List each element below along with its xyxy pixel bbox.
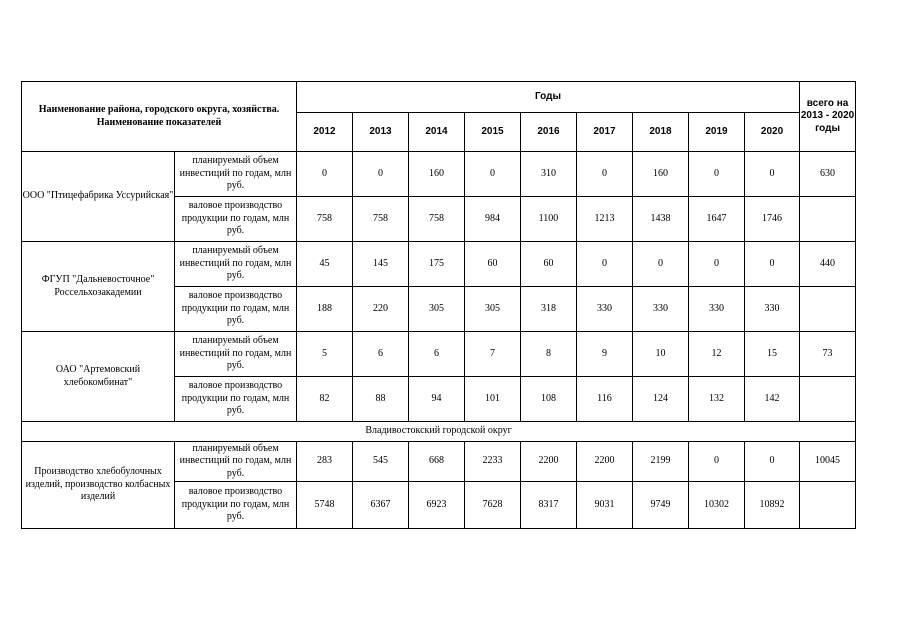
value-cell: 6 [353, 332, 409, 377]
header-year: 2017 [577, 113, 633, 152]
value-cell: 0 [745, 242, 800, 287]
section-title: Владивостокский городской округ [22, 422, 856, 442]
value-cell: 12 [689, 332, 745, 377]
value-cell: 0 [689, 442, 745, 482]
value-cell: 330 [745, 287, 800, 332]
value-cell: 2200 [577, 442, 633, 482]
header-year: 2015 [465, 113, 521, 152]
entity-name: Производство хлебобулочных изделий, производство колбасных изделий [22, 442, 175, 529]
value-cell: 188 [297, 287, 353, 332]
value-cell: 45 [297, 242, 353, 287]
indicator-label: валовое производство продукции по годам, млн руб. [175, 377, 297, 422]
value-cell: 5 [297, 332, 353, 377]
value-cell: 0 [353, 152, 409, 197]
value-cell: 330 [633, 287, 689, 332]
value-cell: 60 [465, 242, 521, 287]
value-cell: 145 [353, 242, 409, 287]
value-cell: 9031 [577, 482, 633, 529]
value-cell: 15 [745, 332, 800, 377]
value-cell: 124 [633, 377, 689, 422]
value-cell: 0 [577, 242, 633, 287]
value-cell: 7 [465, 332, 521, 377]
value-cell: 984 [465, 197, 521, 242]
value-cell: 0 [577, 152, 633, 197]
value-cell: 758 [297, 197, 353, 242]
value-cell: 220 [353, 287, 409, 332]
header-year: 2016 [521, 113, 577, 152]
value-cell: 160 [633, 152, 689, 197]
value-cell: 0 [633, 242, 689, 287]
header-years-label: Годы [297, 82, 800, 113]
value-cell: 6923 [409, 482, 465, 529]
value-cell: 0 [297, 152, 353, 197]
value-cell: 132 [689, 377, 745, 422]
value-cell: 1438 [633, 197, 689, 242]
indicator-label: валовое производство продукции по годам, млн руб. [175, 197, 297, 242]
value-cell: 668 [409, 442, 465, 482]
entity-name: ООО "Птицефабрика Уссурийская" [22, 152, 175, 242]
header-year: 2019 [689, 113, 745, 152]
table-header [22, 82, 856, 152]
table-row [22, 442, 856, 482]
value-cell: 10892 [745, 482, 800, 529]
indicator-label: планируемый объем инвестиций по годам, млн руб. [175, 152, 297, 197]
value-cell: 8 [521, 332, 577, 377]
total-cell: 630 [800, 152, 856, 197]
value-cell: 1100 [521, 197, 577, 242]
value-cell: 305 [465, 287, 521, 332]
value-cell: 116 [577, 377, 633, 422]
investment-table [21, 81, 856, 529]
indicator-label: планируемый объем инвестиций по годам, млн руб. [175, 442, 297, 482]
table-row [22, 332, 856, 377]
value-cell: 283 [297, 442, 353, 482]
header-total-column: всего на 2013 - 2020 годы [800, 82, 856, 152]
value-cell: 318 [521, 287, 577, 332]
total-cell: 10045 [800, 442, 856, 482]
value-cell: 330 [689, 287, 745, 332]
value-cell: 0 [745, 152, 800, 197]
value-cell: 7628 [465, 482, 521, 529]
indicator-label: валовое производство продукции по годам, млн руб. [175, 482, 297, 529]
value-cell: 101 [465, 377, 521, 422]
value-cell: 160 [409, 152, 465, 197]
value-cell: 310 [521, 152, 577, 197]
value-cell: 94 [409, 377, 465, 422]
total-cell [800, 482, 856, 529]
value-cell: 9 [577, 332, 633, 377]
value-cell: 0 [689, 242, 745, 287]
total-cell: 440 [800, 242, 856, 287]
value-cell: 0 [745, 442, 800, 482]
value-cell: 1647 [689, 197, 745, 242]
value-cell: 8317 [521, 482, 577, 529]
value-cell: 6 [409, 332, 465, 377]
value-cell: 5748 [297, 482, 353, 529]
value-cell: 175 [409, 242, 465, 287]
value-cell: 1746 [745, 197, 800, 242]
indicator-label: планируемый объем инвестиций по годам, млн руб. [175, 332, 297, 377]
total-cell [800, 197, 856, 242]
value-cell: 758 [409, 197, 465, 242]
value-cell: 60 [521, 242, 577, 287]
value-cell: 108 [521, 377, 577, 422]
value-cell: 9749 [633, 482, 689, 529]
header-year: 2012 [297, 113, 353, 152]
value-cell: 10302 [689, 482, 745, 529]
table-row [22, 242, 856, 287]
value-cell: 330 [577, 287, 633, 332]
section-row [22, 422, 856, 442]
total-cell [800, 287, 856, 332]
value-cell: 1213 [577, 197, 633, 242]
value-cell: 6367 [353, 482, 409, 529]
entity-name: ФГУП "Дальневосточное" Россельхозакадемии [22, 242, 175, 332]
header-year: 2020 [745, 113, 800, 152]
value-cell: 545 [353, 442, 409, 482]
entity-name: ОАО "Артемовский хлебокомбинат" [22, 332, 175, 422]
value-cell: 2200 [521, 442, 577, 482]
total-cell: 73 [800, 332, 856, 377]
table-row [22, 152, 856, 197]
header-year: 2014 [409, 113, 465, 152]
value-cell: 10 [633, 332, 689, 377]
header-year: 2013 [353, 113, 409, 152]
indicator-label: валовое производство продукции по годам, млн руб. [175, 287, 297, 332]
header-name-column: Наименование района, городского округа, хозяйства. Наименование показателей [22, 82, 297, 152]
indicator-label: планируемый объем инвестиций по годам, млн руб. [175, 242, 297, 287]
value-cell: 758 [353, 197, 409, 242]
value-cell: 142 [745, 377, 800, 422]
total-cell [800, 377, 856, 422]
value-cell: 0 [465, 152, 521, 197]
value-cell: 88 [353, 377, 409, 422]
value-cell: 2199 [633, 442, 689, 482]
value-cell: 82 [297, 377, 353, 422]
table-body [22, 152, 856, 529]
value-cell: 2233 [465, 442, 521, 482]
value-cell: 305 [409, 287, 465, 332]
value-cell: 0 [689, 152, 745, 197]
header-year: 2018 [633, 113, 689, 152]
